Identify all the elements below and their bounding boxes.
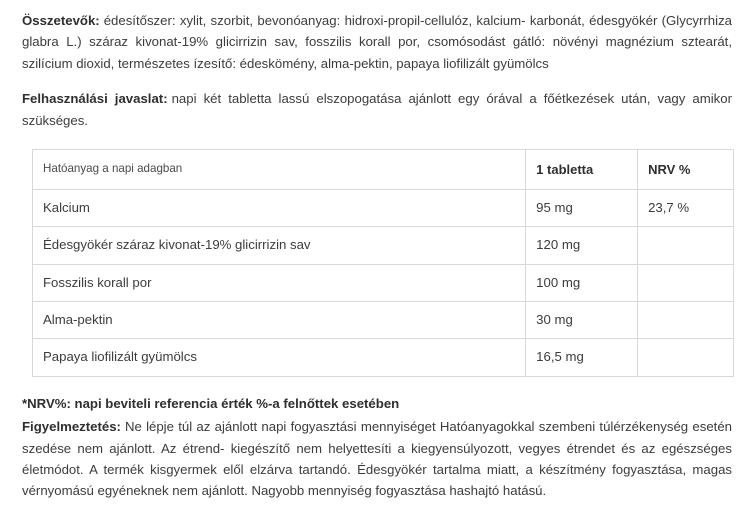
warning-label: Figyelmeztetés:	[22, 419, 121, 435]
ingredients-text: édesítőszer: xylit, szorbit, bevonóanyag: hidroxi-propil-cellulóz, kalcium- karbonát, édesgyökér (Glycyrrhiza glabra L.) száraz kivonat-19% glicirrizin sav, fosszilis korall por, csomósodást gátló: növényi magnézium sztearát, szilícium dioxid, természetes ízesítő: édeskömény, alma-pektin, papaya liofilizált gyümölcs	[22, 13, 732, 71]
row-ingredient-name: Papaya liofilizált gyümölcs	[33, 339, 526, 376]
row-ingredient-name: Kalcium	[33, 189, 526, 226]
table-row	[33, 189, 734, 226]
table-header-row	[33, 149, 734, 189]
nrv-footnote: *NRV%: napi beviteli referencia érték %-a felnőttek esetében	[22, 395, 400, 411]
table-header-nrv: NRV %	[638, 149, 734, 189]
usage-label: Felhasználási javaslat:	[22, 91, 168, 107]
row-ingredient-name: Fosszilis korall por	[33, 264, 526, 301]
warning-text: Ne lépje túl az ajánlott napi fogyasztási mennyiséget Hatóanyagokkal szembeni túlérzékenység esetén szedése nem ajánlott. Az étrend- kiegészítő nem helyettesíti a kiegyensúlyozott, vegyes étrendet és az egészséges életmódot. A termék kisgyermek elől elzárva tartandó. Édesgyökér tartalma miatt, a készítmény fogyasztása, magas vérnyomású egyéneknek nem ajánlott. Nagyobb mennyiség fogyasztása hashajtó hatású.	[22, 419, 732, 499]
active-ingredients-table	[32, 149, 734, 377]
table-row	[33, 339, 734, 376]
row-dose: 30 mg	[526, 302, 638, 339]
row-dose: 120 mg	[526, 227, 638, 264]
row-dose: 16,5 mg	[526, 339, 638, 376]
table-header-ingredient: Hatóanyag a napi adagban	[33, 149, 526, 189]
row-nrv	[638, 227, 734, 264]
ingredients-label: Összetevők:	[22, 13, 100, 28]
table-row	[33, 302, 734, 339]
table-header-per-tablet: 1 tabletta	[526, 149, 638, 189]
row-nrv: 23,7 %	[638, 189, 734, 226]
row-dose: 95 mg	[526, 189, 638, 226]
usage-paragraph	[22, 88, 732, 131]
table-row	[33, 264, 734, 301]
row-dose: 100 mg	[526, 264, 638, 301]
row-nrv	[638, 339, 734, 376]
row-ingredient-name: Édesgyökér száraz kivonat-19% glicirrizin sav	[33, 227, 526, 264]
table-row	[33, 227, 734, 264]
row-ingredient-name: Alma-pektin	[33, 302, 526, 339]
warning-paragraph	[22, 416, 732, 502]
row-nrv	[638, 264, 734, 301]
ingredients-paragraph	[22, 10, 732, 74]
row-nrv	[638, 302, 734, 339]
usage-text: napi két tabletta lassú elszopogatása ajánlott egy órával a főétkezések után, vagy amikor szükséges.	[22, 91, 732, 128]
